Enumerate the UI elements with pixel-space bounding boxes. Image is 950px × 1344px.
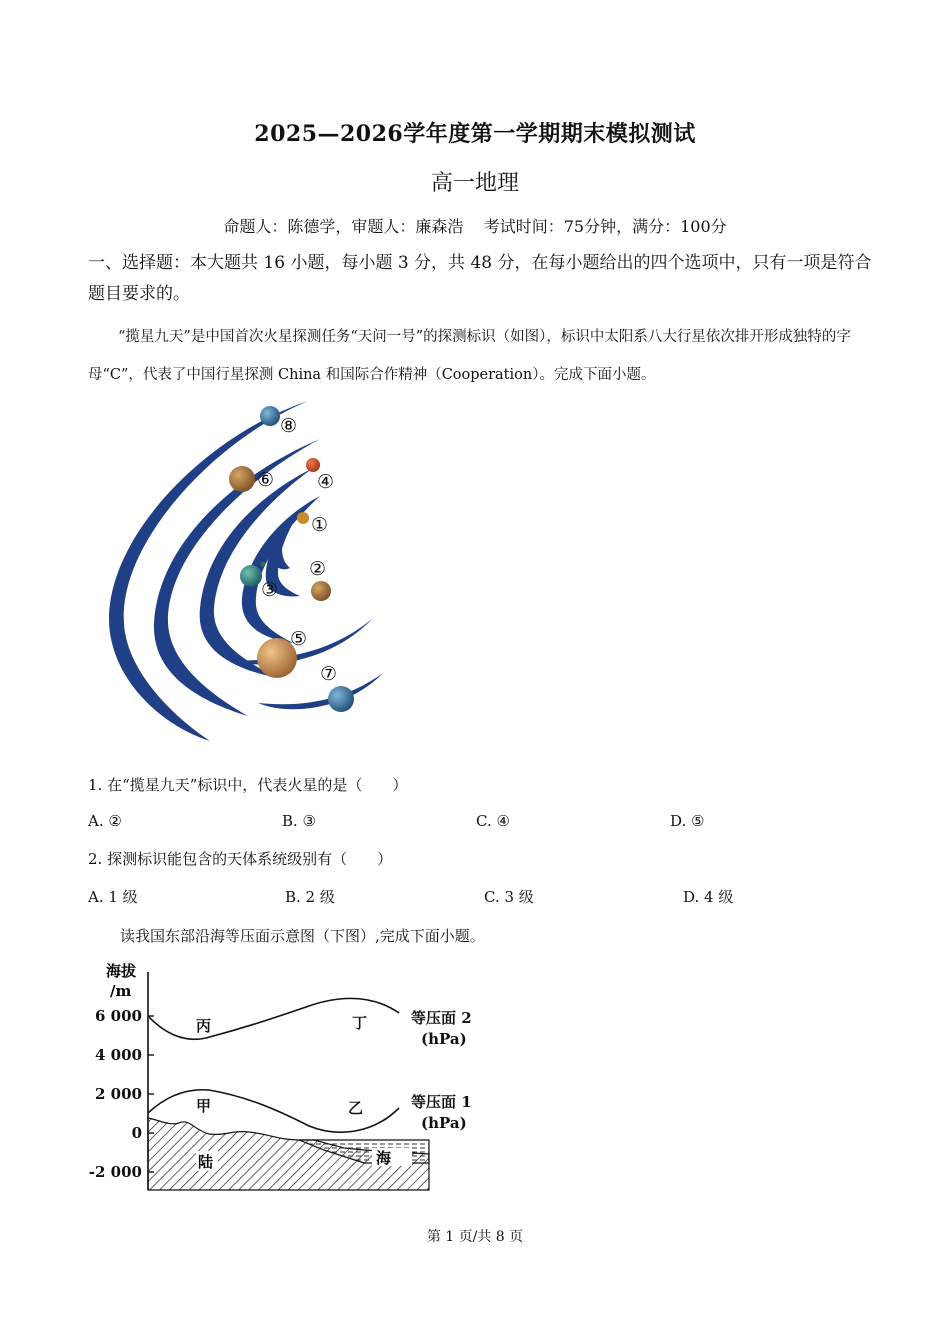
- label-8: ⑧: [280, 415, 298, 437]
- surface-1-label: 等压面 1: [411, 1093, 472, 1111]
- planet-8: [260, 406, 280, 426]
- tianwen-logo-figure: [108, 398, 408, 743]
- label-6: ⑥: [257, 469, 275, 491]
- material-1-text: “揽星九天”是中国首次火星探测任务“天问一号”的探测标识（如图），标识中太阳系八大行星依次排开形成独特的字母“C”，代表了中国行星探测 China 和国际合作精神（Cooperation）。完成下面小题。: [88, 329, 851, 383]
- point-ding: 丁: [352, 1014, 368, 1032]
- q2-option-d[interactable]: D. 4 级: [683, 888, 734, 906]
- planet-7: [328, 686, 354, 712]
- exam-meta: [0, 214, 950, 237]
- exam-authors: 命题人：陈德学，审题人：廉森浩: [223, 217, 464, 236]
- q1-option-a[interactable]: A. ②: [88, 812, 122, 830]
- y-tick-4000: 4 000: [95, 1046, 142, 1064]
- q2-option-c[interactable]: C. 3 级: [484, 888, 534, 906]
- q1-option-b[interactable]: B. ③: [282, 812, 317, 830]
- page-subtitle: 高一地理: [430, 171, 519, 196]
- y-tick-0: 0: [131, 1124, 142, 1142]
- label-5: ⑤: [290, 628, 308, 650]
- planet-6: [229, 466, 255, 492]
- question-1-stem: 1. 在“揽星九天”标识中，代表火星的是（ ）: [88, 776, 408, 794]
- q1-option-d[interactable]: D. ⑤: [670, 812, 705, 830]
- exam-time: 考试时间：75分钟，满分：100分: [483, 217, 727, 236]
- point-bing: 丙: [196, 1017, 212, 1035]
- land-label: 陆: [198, 1153, 214, 1171]
- y-tick-minus2000: -2 000: [88, 1163, 142, 1181]
- q2-option-a[interactable]: A. 1 级: [88, 888, 138, 906]
- page-footer: 第 1 页/共 8 页: [426, 1229, 524, 1245]
- isobar-figure: [84, 958, 504, 1203]
- y-tick-6000: 6 000: [95, 1007, 142, 1025]
- q1-option-c[interactable]: C. ④: [476, 812, 510, 830]
- surface-2-label: 等压面 2: [411, 1009, 472, 1027]
- planet-3: [240, 565, 262, 587]
- label-3: ③: [261, 579, 279, 601]
- label-7: ⑦: [320, 663, 338, 685]
- planet-1: [297, 512, 309, 524]
- label-4: ④: [317, 471, 335, 493]
- sea-label: 海: [376, 1149, 392, 1167]
- y-tick-2000: 2 000: [95, 1085, 142, 1103]
- point-jia: 甲: [196, 1097, 212, 1115]
- y-axis-title: 海拔: [106, 962, 137, 980]
- question-2-stem: 2. 探测标识能包含的天体系统级别有（ ）: [88, 850, 393, 868]
- moon: [261, 562, 266, 567]
- surface-1-unit: (hPa): [421, 1114, 467, 1132]
- planet-4: [306, 458, 320, 472]
- point-yi: 乙: [348, 1099, 364, 1117]
- surface-2-unit: (hPa): [421, 1030, 467, 1048]
- q2-option-b[interactable]: B. 2 级: [285, 888, 335, 906]
- label-1: ①: [311, 514, 329, 536]
- label-2: ②: [309, 558, 327, 580]
- planet-2: [311, 581, 331, 601]
- material-2-text: 读我国东部沿海等压面示意图（下图）,完成下面小题。: [120, 927, 485, 945]
- page-title: 2025—2026学年度第一学期期末模拟测试: [254, 121, 696, 147]
- section-heading: 一、选择题：本大题共 16 小题，每小题 3 分，共 48 分，在每小题给出的四个选项中，只有一项是符合题目要求的。: [88, 253, 872, 304]
- y-axis-unit: /m: [110, 982, 132, 1000]
